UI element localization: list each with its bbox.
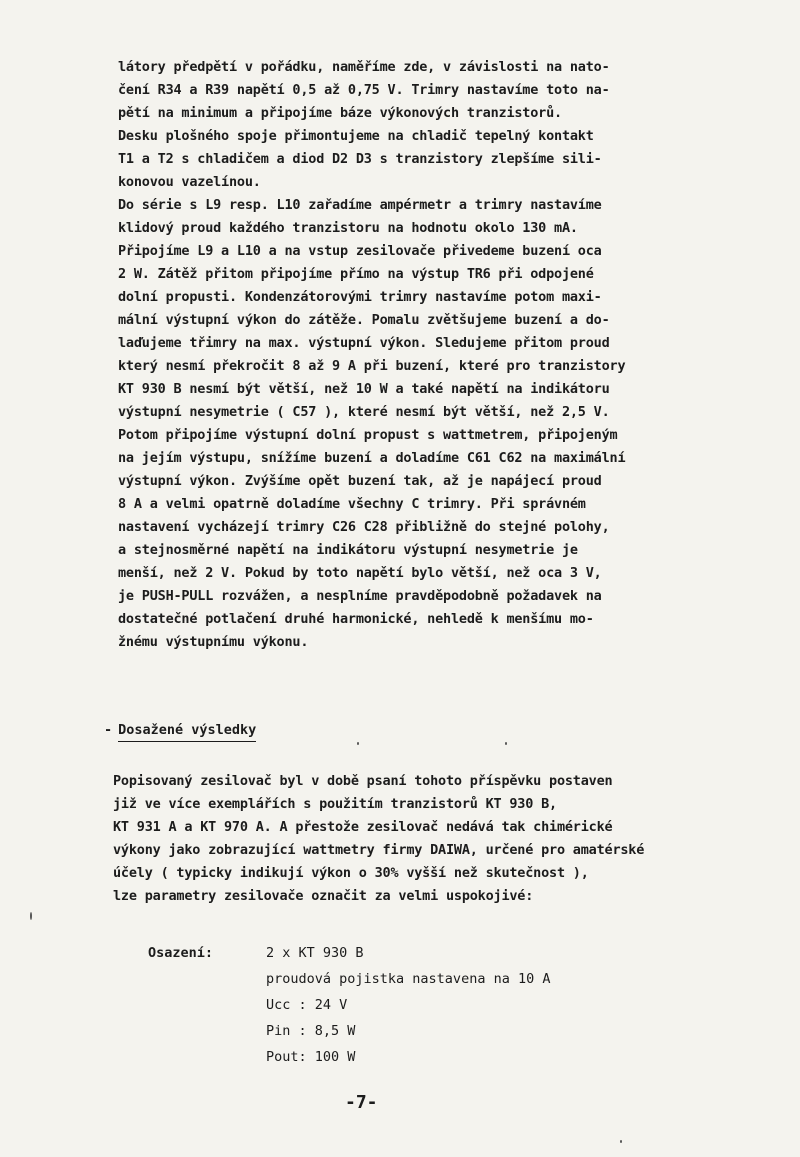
text-line: KT 930 B nesmí být větší, než 10 W a také napětí na indikátoru xyxy=(118,381,610,397)
text-line: KT 931 A a KT 970 A. A přestože zesilovač nedává tak chimérické xyxy=(113,819,613,835)
heading-dash: - xyxy=(104,722,113,738)
scan-speck xyxy=(30,912,32,920)
text-line: nastavení vycházejí trimry C26 C28 přibližně do stejné polohy, xyxy=(118,519,610,535)
text-line: Desku plošného spoje přimontujeme na chladič tepelný kontakt xyxy=(118,128,594,144)
spec-label xyxy=(148,992,266,1018)
text-line: látory předpětí v pořádku, naměříme zde, v závislosti na nato- xyxy=(118,59,610,75)
text-line: T1 a T2 s chladičem a diod D2 D3 s tranzistory zlepšíme sili- xyxy=(118,151,602,167)
spec-label xyxy=(148,1018,266,1044)
paragraph-results xyxy=(113,770,753,908)
text-line: menší, než 2 V. Pokud by toto napětí bylo větší, než oca 3 V, xyxy=(118,565,602,581)
spec-value: Ucc : 24 V xyxy=(266,997,348,1013)
text-line: konovou vazelínou. xyxy=(118,174,261,190)
text-line: dostatečné potlačení druhé harmonické, nehledě k menšímu mo- xyxy=(118,611,594,627)
spec-label xyxy=(148,1044,266,1070)
text-line: Popisovaný zesilovač byl v době psaní tohoto příspěvku postaven xyxy=(113,773,613,789)
page-number: -7- xyxy=(345,1092,378,1113)
text-line: a stejnosměrné napětí na indikátoru výstupní nesymetrie je xyxy=(118,542,578,558)
text-line: výstupní nesymetrie ( C57 ), které nesmí být větší, než 2,5 V. xyxy=(118,404,610,420)
spec-row xyxy=(148,966,550,992)
heading-text: Dosažené výsledky xyxy=(118,722,256,742)
text-line: 8 A a velmi opatrně doladíme všechny C trimry. Při správném xyxy=(118,496,586,512)
text-line: Potom připojíme výstupní dolní propust s wattmetrem, připojeným xyxy=(118,427,618,443)
spec-value: Pout: 100 W xyxy=(266,1049,356,1065)
text-line: mální výstupní výkon do zátěže. Pomalu zvětšujeme buzení a do- xyxy=(118,312,610,328)
text-line: žnému výstupnímu výkonu. xyxy=(118,634,309,650)
text-line: laďujeme třimry na max. výstupní výkon. Sledujeme přitom proud xyxy=(118,335,610,351)
scan-speck xyxy=(357,742,359,745)
spec-label xyxy=(148,966,266,992)
paragraph-tuning-procedure xyxy=(118,56,758,654)
text-line: Připojíme L9 a L10 a na vstup zesilovače přivedeme buzení oca xyxy=(118,243,602,259)
text-line: na jejím výstupu, snížíme buzení a doladíme C61 C62 na maximální xyxy=(118,450,626,466)
text-line: je PUSH-PULL rozvážen, a nesplníme pravděpodobně požadavek na xyxy=(118,588,602,604)
spec-value: proudová pojistka nastavena na 10 A xyxy=(266,971,551,987)
text-line: Do série s L9 resp. L10 zařadíme ampérmetr a trimry nastavíme xyxy=(118,197,602,213)
text-line: 2 W. Zátěž přitom připojíme přímo na výstup TR6 při odpojené xyxy=(118,266,594,282)
spec-label: Osazení: xyxy=(148,945,214,961)
section-heading xyxy=(104,720,256,740)
text-line: účely ( typicky indikují výkon o 30% vyšší než skutečnost ), xyxy=(113,865,589,881)
text-line: výstupní výkon. Zvýšíme opět buzení tak, až je napájecí proud xyxy=(118,473,602,489)
text-line: lze parametry zesilovače označit za velmi uspokojivé: xyxy=(113,888,534,904)
spec-row xyxy=(148,1018,550,1044)
text-line: pětí na minimum a připojíme báze výkonových tranzistorů. xyxy=(118,105,562,121)
spec-list xyxy=(148,940,550,1070)
spec-value: 2 x KT 930 B xyxy=(266,945,364,961)
spec-row xyxy=(148,1044,550,1070)
scan-speck xyxy=(505,742,507,745)
spec-row xyxy=(148,992,550,1018)
spec-row xyxy=(148,940,550,966)
text-line: již ve více exemplářích s použitím tranzistorů KT 930 B, xyxy=(113,796,557,812)
scan-speck xyxy=(620,1140,622,1143)
text-line: klidový proud každého tranzistoru na hodnotu okolo 130 mA. xyxy=(118,220,578,236)
spec-value: Pin : 8,5 W xyxy=(266,1023,356,1039)
text-line: dolní propusti. Kondenzátorovými trimry nastavíme potom maxi- xyxy=(118,289,602,305)
text-line: který nesmí překročit 8 až 9 A při buzení, které pro tranzistory xyxy=(118,358,626,374)
text-line: čení R34 a R39 napětí 0,5 až 0,75 V. Trimry nastavíme toto na- xyxy=(118,82,610,98)
text-line: výkony jako zobrazující wattmetry firmy DAIWA, určené pro amatérské xyxy=(113,842,645,858)
